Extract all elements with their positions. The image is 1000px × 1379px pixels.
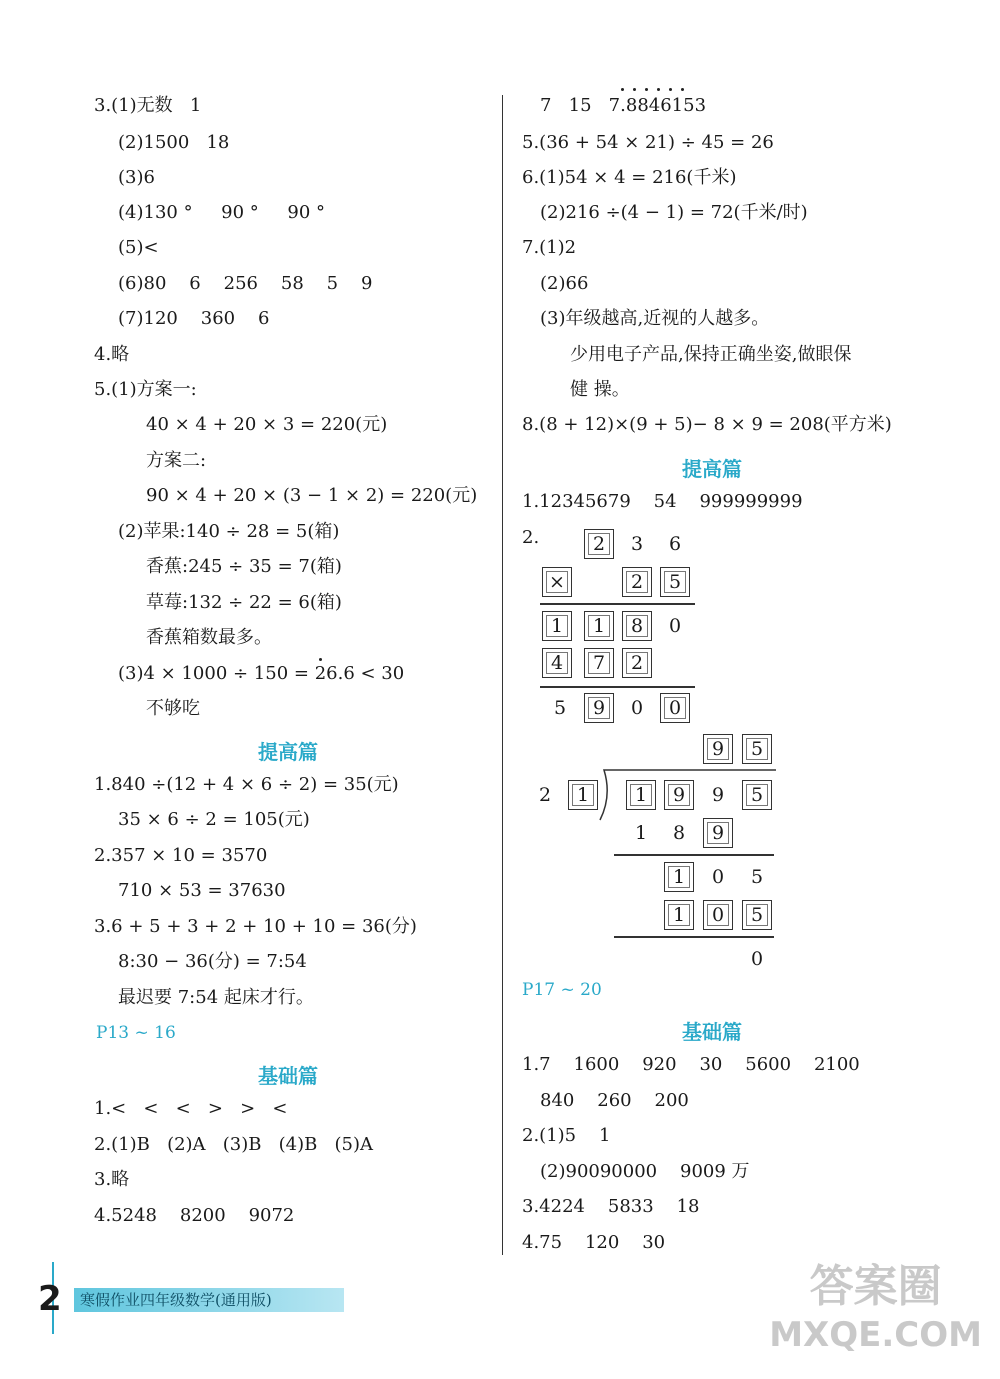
q5-line6: 香蕉:245 ÷ 35 = 7(箱) — [146, 556, 342, 577]
q5-line1: 5.(1)方案一: — [94, 379, 197, 400]
mult-digit: 0 — [630, 697, 644, 719]
div-box: 5 — [742, 734, 772, 764]
mult-box: 8 — [622, 611, 652, 641]
mult-digit: 3 — [630, 533, 644, 555]
jichu-right-line1: 1.7 1600 920 30 5600 2100 — [522, 1054, 860, 1075]
mult-rule — [540, 603, 695, 605]
right-line5: 7.(1)2 — [522, 237, 577, 258]
tigao-right-line1: 1.12345679 54 999999999 — [522, 491, 803, 512]
div-digit: 2 — [538, 784, 552, 806]
page-range-p13: P13 ~ 16 — [96, 1023, 176, 1043]
jichu-left-line4: 4.5248 8200 9072 — [94, 1205, 295, 1226]
div-digit: 5 — [750, 866, 764, 888]
q5-line2: 40 × 4 + 20 × 3 = 220(元) — [146, 414, 388, 435]
jichu-left-line3: 3.略 — [94, 1169, 130, 1190]
div-box: 5 — [742, 780, 772, 810]
right-line7: (3)年级越高,近视的人越多。 — [540, 308, 770, 329]
tigao-right-label2: 2. — [522, 527, 540, 548]
page-range-p17: P17 ~ 20 — [522, 980, 602, 1000]
div-digit: 0 — [711, 866, 725, 888]
div-box: 1 — [568, 780, 598, 810]
q4-line: 4.略 — [94, 344, 130, 365]
q5-line4: 90 × 4 + 20 × (3 − 1 × 2) = 220(元) — [146, 485, 478, 506]
mult-box: 1 — [542, 611, 572, 641]
mult-box: 7 — [584, 648, 614, 678]
mult-box: 5 — [660, 567, 690, 597]
div-box: 1 — [664, 862, 694, 892]
q5-line5: (2)苹果:140 ÷ 28 = 5(箱) — [118, 521, 340, 542]
heading-jichu-right: 基础篇 — [682, 1020, 742, 1044]
repeating-decimal-dot — [621, 88, 624, 91]
mult-box: 0 — [660, 693, 690, 723]
q5-line3: 方案二: — [146, 450, 207, 471]
tigao-left-line7: 最迟要 7:54 起床才行。 — [118, 987, 314, 1008]
q3-line5: (5)< — [118, 237, 159, 258]
q5-line7: 草莓:132 ÷ 22 = 6(箱) — [146, 592, 342, 613]
right-line9: 健 操。 — [570, 379, 630, 400]
div-rule — [614, 854, 774, 856]
div-box: 9 — [664, 780, 694, 810]
watermark-line2: MXQE.COM — [769, 1315, 982, 1355]
q5-line9: (3)4 × 1000 ÷ 150 = 26.6 < 30 — [118, 663, 405, 684]
div-digit: 1 — [634, 822, 648, 844]
jichu-right-line3: 2.(1)5 1 — [522, 1125, 611, 1146]
watermark-line1: 答案圈 — [809, 1261, 942, 1312]
q3-line4: (4)130 ° 90 ° 90 ° — [118, 202, 326, 223]
book-title: 寒假作业四年级数学(通用版) — [74, 1288, 344, 1312]
div-box: 1 — [626, 780, 656, 810]
tigao-left-line2: 35 × 6 ÷ 2 = 105(元) — [118, 809, 310, 830]
q3-line1: 3.(1)无数 1 — [94, 95, 202, 116]
heading-jichu-left: 基础篇 — [258, 1064, 318, 1088]
mult-box: 2 — [622, 648, 652, 678]
q5-line10: 不够吃 — [146, 698, 200, 719]
tigao-left-line6: 8:30 − 36(分) = 7:54 — [118, 951, 307, 972]
tigao-left-line1: 1.840 ÷(12 + 4 × 6 ÷ 2) = 35(元) — [94, 774, 399, 795]
heading-tigao-right: 提高篇 — [682, 457, 742, 481]
repeating-decimal-dot — [633, 88, 636, 91]
mult-digit: 5 — [553, 697, 567, 719]
jichu-left-line1: 1.< < < > > < — [94, 1098, 288, 1119]
right-line8: 少用电子产品,保持正确坐姿,做眼保 — [570, 344, 852, 365]
right-line1: 7 15 7.8846153 — [540, 95, 707, 116]
repeating-decimal-dot — [681, 88, 684, 91]
tigao-left-line3: 2.357 × 10 = 3570 — [94, 845, 268, 866]
div-digit: 9 — [711, 784, 725, 806]
q5-line8: 香蕉箱数最多。 — [146, 627, 272, 648]
div-digit: 8 — [672, 822, 686, 844]
jichu-right-line6: 4.75 120 30 — [522, 1232, 666, 1253]
tigao-left-line5: 3.6 + 5 + 3 + 2 + 10 + 10 = 36(分) — [94, 916, 417, 937]
div-box: 1 — [664, 900, 694, 930]
div-box: 9 — [703, 818, 733, 848]
page-number: 2 — [38, 1279, 62, 1319]
jichu-right-line4: (2)90090000 9009 万 — [540, 1161, 750, 1182]
heading-tigao-left: 提高篇 — [258, 740, 318, 764]
jichu-right-line5: 3.4224 5833 18 — [522, 1196, 700, 1217]
column-divider — [502, 95, 503, 1255]
jichu-left-line2: 2.(1)B (2)A (3)B (4)B (5)A — [94, 1134, 373, 1155]
right-line10: 8.(8 + 12)×(9 + 5)− 8 × 9 = 208(平方米) — [522, 414, 892, 435]
watermark — [769, 1263, 982, 1359]
tigao-left-line4: 710 × 53 = 37630 — [118, 880, 286, 901]
q3-line3: (3)6 — [118, 167, 155, 188]
div-box: 0 — [703, 900, 733, 930]
mult-box: 2 — [622, 567, 652, 597]
div-box: 9 — [703, 734, 733, 764]
mult-rule — [540, 686, 695, 688]
mult-box: 1 — [584, 611, 614, 641]
q3-line7: (7)120 360 6 — [118, 308, 270, 329]
div-rule — [614, 936, 774, 938]
mult-digit: 6 — [668, 533, 682, 555]
mult-box: 2 — [584, 529, 614, 559]
q3-line6: (6)80 6 256 58 5 9 — [118, 273, 373, 294]
repeating-decimal-dot — [669, 88, 672, 91]
right-line6: (2)66 — [540, 273, 589, 294]
mult-times-box: × — [542, 567, 572, 597]
mult-box: 9 — [584, 693, 614, 723]
q3-line2: (2)1500 18 — [118, 132, 230, 153]
right-line2: 5.(36 + 54 × 21) ÷ 45 = 26 — [522, 132, 774, 153]
mult-digit: 0 — [668, 615, 682, 637]
div-digit: 0 — [750, 948, 764, 970]
jichu-right-line2: 840 260 200 — [540, 1090, 689, 1111]
mult-box: 4 — [542, 648, 572, 678]
repeating-decimal-dot — [645, 88, 648, 91]
right-line3: 6.(1)54 × 4 = 216(千米) — [522, 167, 737, 188]
div-box: 5 — [742, 900, 772, 930]
repeating-decimal-dot — [319, 658, 322, 661]
right-line4: (2)216 ÷(4 − 1) = 72(千米/时) — [540, 202, 808, 223]
repeating-decimal-dot — [657, 88, 660, 91]
